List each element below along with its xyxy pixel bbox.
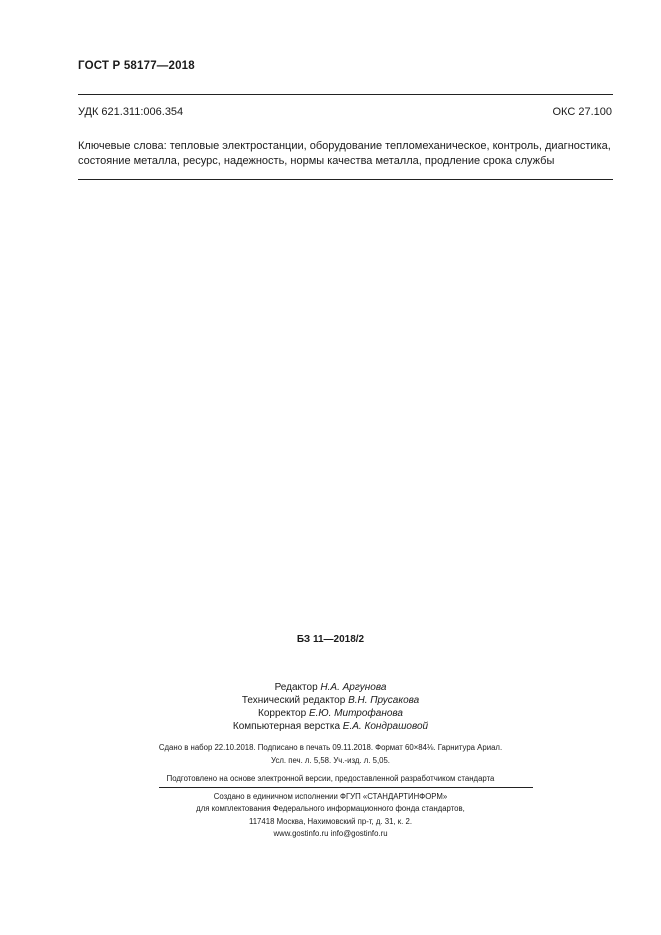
staff-name: Н.А. Аргунова [320, 682, 387, 693]
staff-role: Корректор [258, 708, 307, 719]
staff-name: Е.А. Кондрашовой [342, 721, 429, 732]
oks-code: ОКС 27.100 [552, 106, 612, 118]
staff-name: Е.Ю. Митрофанова [308, 708, 403, 719]
header-divider [78, 94, 613, 95]
staff-line-editor [0, 681, 661, 694]
udk-code: УДК 621.311:006.354 [78, 106, 184, 118]
footer-divider [159, 787, 533, 788]
staff-role: Компьютерная верстка [232, 721, 341, 732]
keywords-divider [78, 179, 613, 180]
publisher-contacts: www.gostinfo.ru info@gostinfo.ru [273, 829, 388, 838]
prepared-note: Подготовлено на основе электронной версии, предоставленной разработчиком стандарта [166, 774, 495, 783]
publisher-address: 117418 Москва, Нахимовский пр-т, д. 31, к. 2. [248, 817, 413, 826]
keywords-text: Ключевые слова: тепловые электростанции, оборудование тепломеханическое, контроль, диагностика, состояние металла, ресурс, надежность, нормы качества металла, продление срока службы [78, 140, 611, 167]
staff-role: Редактор [274, 682, 318, 693]
staff-line-tech-editor [0, 694, 661, 707]
staff-name: В.Н. Прусакова [348, 695, 420, 706]
staff-line-layout [0, 720, 661, 733]
bz-number: БЗ 11—2018/2 [296, 634, 365, 645]
print-info-line-2: Усл. печ. л. 5,58. Уч.-изд. л. 5,05. [271, 756, 390, 765]
staff-line-corrector [0, 707, 661, 720]
staff-role: Технический редактор [241, 695, 346, 706]
print-info-line-1: Сдано в набор 22.10.2018. Подписано в печать 09.11.2018. Формат 60×84⅛. Гарнитура Ариал. [158, 743, 503, 752]
publisher-line-2: для комплектования Федерального информационного фонда стандартов, [196, 804, 465, 813]
standard-code: ГОСТ Р 58177—2018 [78, 60, 195, 72]
publisher-line-1: Создано в единичном исполнении ФГУП «СТАНДАРТИНФОРМ» [213, 792, 448, 801]
